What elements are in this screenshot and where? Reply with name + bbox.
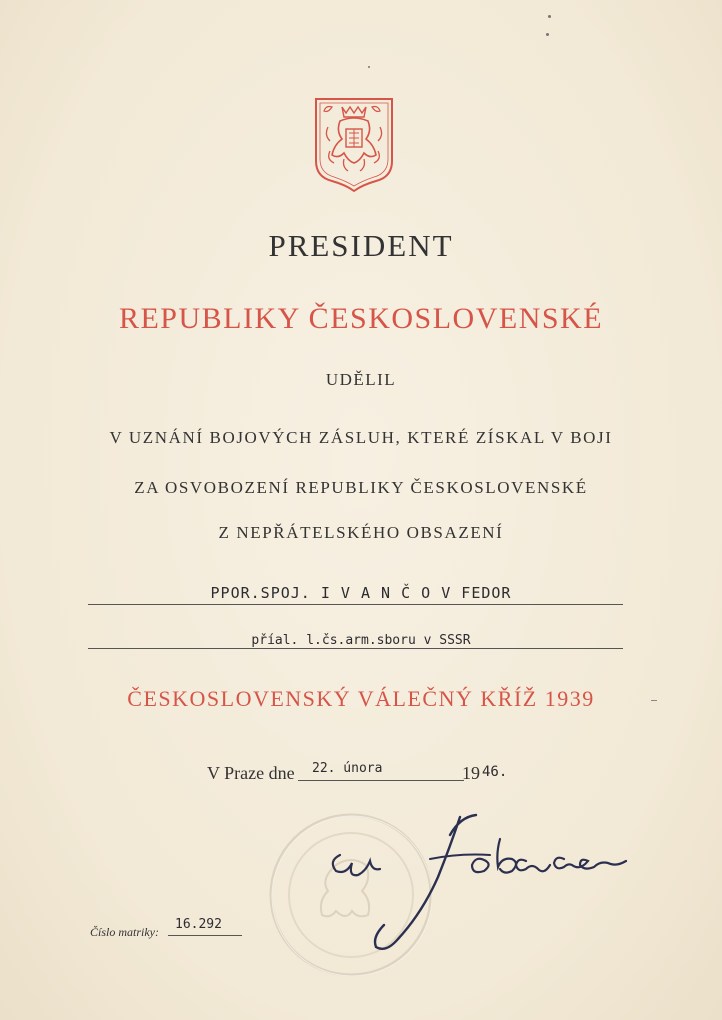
citation-line-3: Z NEPŘÁTELSKÉHO OBSAZENÍ xyxy=(218,523,504,542)
year-prefix: 19 xyxy=(462,763,480,783)
year-suffix: 46. xyxy=(482,764,508,780)
page-title: PRESIDENT xyxy=(268,228,454,263)
paper-speck xyxy=(546,33,549,36)
recipient-name: PPOR.SPOJ. I V A N Č O V FEDOR xyxy=(210,584,512,602)
citation-line-1: V UZNÁNÍ BOJOVÝCH ZÁSLUH, KTERÉ ZÍSKAL V BOJI xyxy=(109,428,613,447)
republic-heading: REPUBLIKY ČESKOSLOVENSKÉ xyxy=(118,302,604,335)
handwritten-signature xyxy=(300,795,700,965)
place-date-label: V Praze dne xyxy=(207,763,295,783)
registry-rule xyxy=(168,935,242,936)
registry-label: Číslo matriky: xyxy=(90,925,159,939)
dash-mark xyxy=(651,700,657,701)
recipient-rule xyxy=(88,604,623,605)
coat-of-arms-emblem xyxy=(314,97,394,193)
award-title: ČESKOSLOVENSKÝ VÁLEČNÝ KŘÍŽ 1939 xyxy=(127,686,595,711)
unit-rule xyxy=(88,648,623,649)
date-rule xyxy=(298,780,464,781)
paper-speck xyxy=(548,15,551,18)
paper-speck xyxy=(368,66,370,68)
recipient-unit: příal. l.čs.arm.sboru v SSSR xyxy=(251,633,471,648)
registry-number: 16.292 xyxy=(175,917,222,932)
awarded-verb: UDĚLIL xyxy=(325,370,397,389)
citation-line-2: ZA OSVOBOZENÍ REPUBLIKY ČESKOSLOVENSKÉ xyxy=(134,478,588,497)
date-day-month: 22. února xyxy=(312,761,383,776)
